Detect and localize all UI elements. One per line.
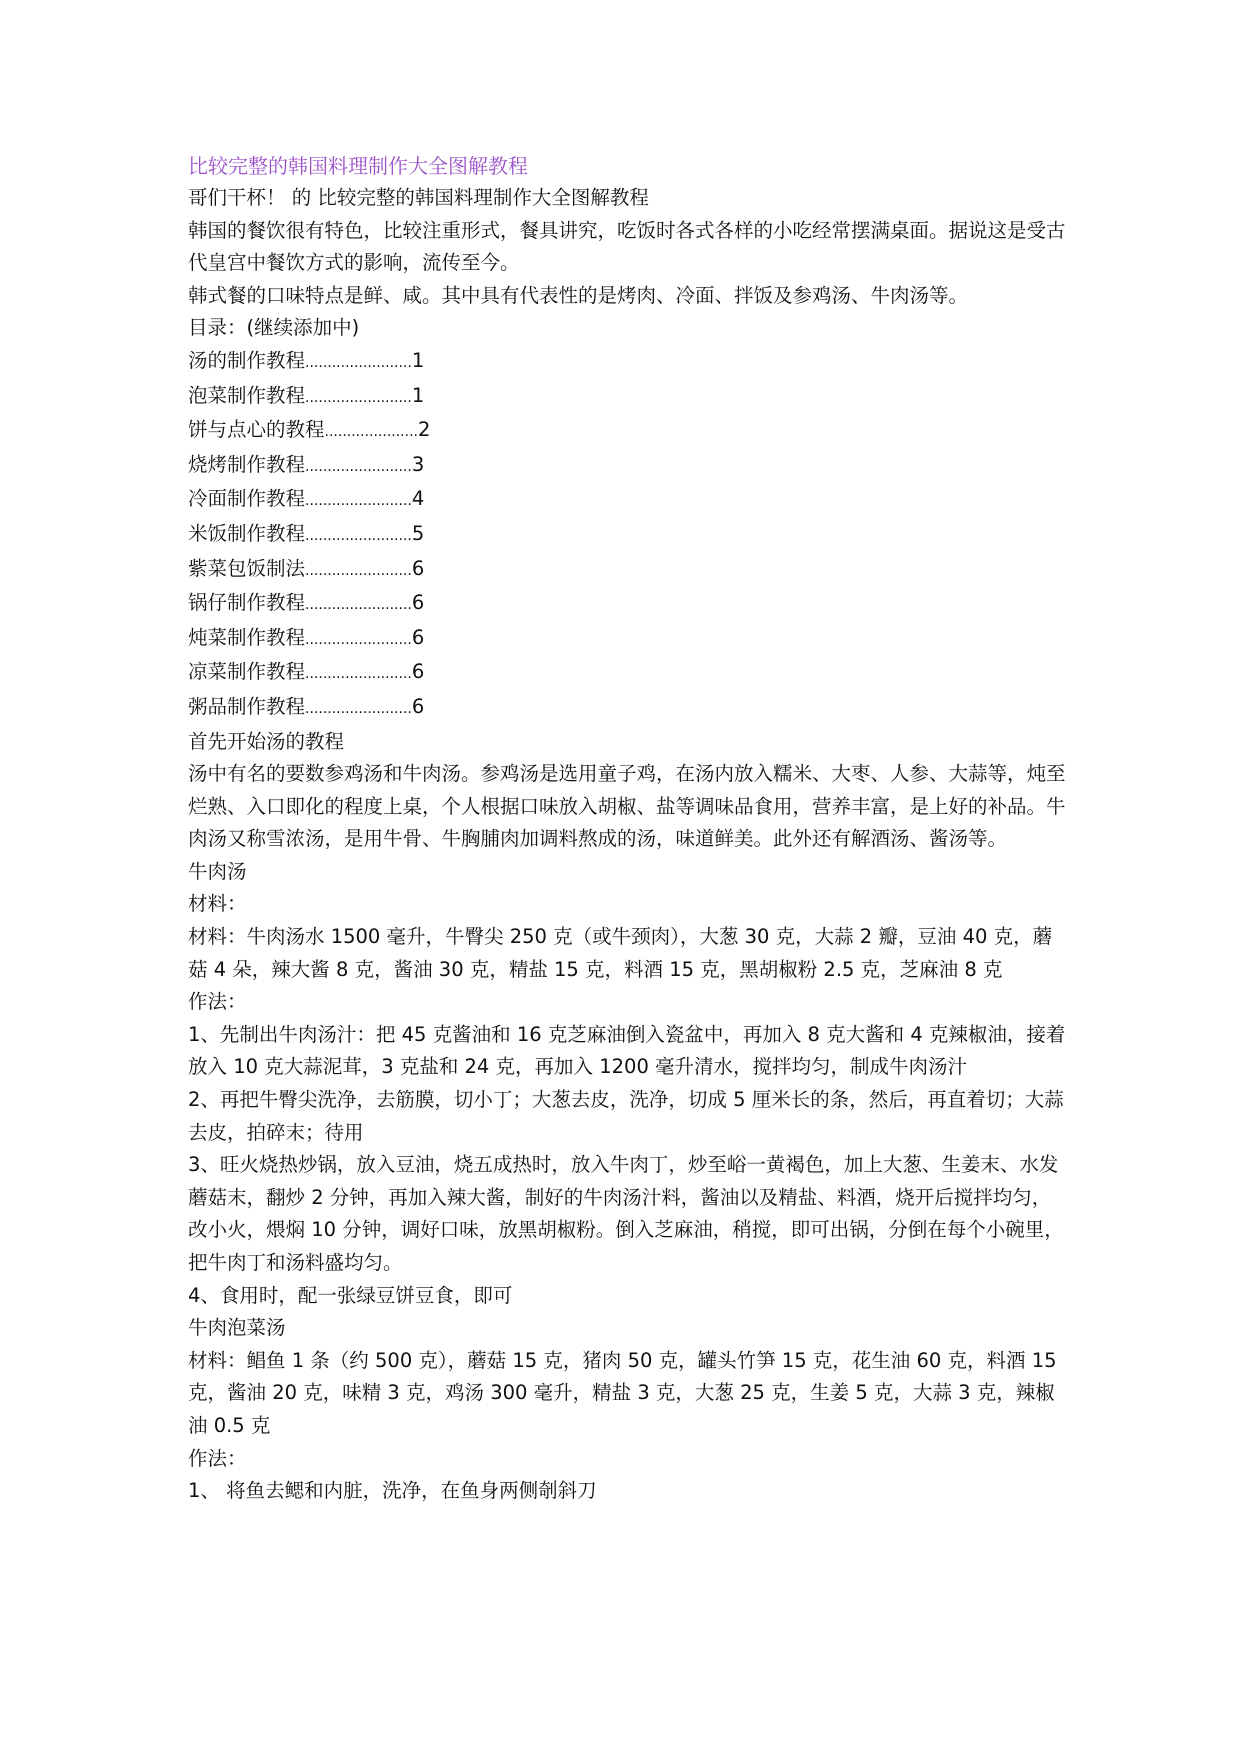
toc-item[interactable]: 汤的制作教程........................1 bbox=[188, 348, 425, 372]
recipe-title-beef-soup: 牛肉汤 bbox=[188, 859, 247, 883]
method-label: 作法： bbox=[188, 1446, 247, 1470]
beef-soup-step: 1、先制出牛肉汤汁：把 45 克酱油和 16 克芝麻油倒入瓷盆中，再加入 8 克大酱和 4 克辣椒油，接着放入 10 克大蒜泥茸，3 克盐和 24 克，再加入 1200 毫升清水，搅拌均匀，制成牛肉汤汁 bbox=[188, 1022, 1066, 1079]
toc-item[interactable]: 凉菜制作教程........................6 bbox=[188, 660, 425, 684]
method-label: 作法： bbox=[188, 990, 247, 1014]
toc-item[interactable]: 烧烤制作教程........................3 bbox=[188, 452, 425, 476]
materials-label: 材料： bbox=[188, 892, 247, 916]
kimchi-soup-step: 1、 将鱼去鳃和内脏，洗净，在鱼身两侧剞斜刀 bbox=[188, 1479, 597, 1503]
intro-paragraph-2: 韩式餐的口味特点是鲜、咸。其中具有代表性的是烤肉、冷面、拌饭及参鸡汤、牛肉汤等。 bbox=[188, 283, 969, 307]
table-of-contents bbox=[188, 345, 1068, 726]
intro-paragraph-1: 韩国的餐饮很有特色，比较注重形式，餐具讲究，吃饭时各式各样的小吃经常摆满桌面。据说这是受古代皇宫中餐饮方式的影响，流传至今。 bbox=[188, 218, 1066, 275]
toc-item[interactable]: 紫菜包饭制法........................6 bbox=[188, 556, 425, 580]
document-page bbox=[188, 150, 1068, 1508]
toc-heading: 目录：(继续添加中) bbox=[188, 316, 360, 340]
toc-item[interactable]: 冷面制作教程........................4 bbox=[188, 487, 425, 511]
beef-soup-step: 4、食用时，配一张绿豆饼豆食，即可 bbox=[188, 1283, 513, 1307]
subtitle: 哥们干杯！ 的 比较完整的韩国料理制作大全图解教程 bbox=[188, 186, 649, 209]
kimchi-soup-materials: 材料：鲳鱼 1 条（约 500 克），蘑菇 15 克，猪肉 50 克，罐头竹笋 15 克，花生油 60 克，料酒 15 克，酱油 20 克，味精 3 克，鸡汤 300 毫升，精盐 3 克，大葱 25 克，生姜 5 克，大蒜 3 克，辣椒油 0.5 克 bbox=[188, 1348, 1057, 1437]
beef-soup-step: 2、再把牛臀尖洗净，去筋膜，切小丁；大葱去皮，洗净，切成 5 厘米长的条，然后，再直着切；大蒜去皮，拍碎末；待用 bbox=[188, 1088, 1064, 1144]
toc-item[interactable]: 炖菜制作教程........................6 bbox=[188, 625, 425, 649]
recipe-title-kimchi-soup: 牛肉泡菜汤 bbox=[188, 1316, 286, 1340]
section-heading-soup: 首先开始汤的教程 bbox=[188, 729, 345, 753]
document-title: 比较完整的韩国料理制作大全图解教程 bbox=[188, 154, 528, 178]
toc-item[interactable]: 泡菜制作教程........................1 bbox=[188, 383, 425, 407]
toc-item[interactable]: 饼与点心的教程.....................2 bbox=[188, 418, 431, 442]
soup-intro-paragraph: 汤中有名的要数参鸡汤和牛肉汤。参鸡汤是选用童子鸡，在汤内放入糯米、大枣、人参、大蒜等，炖至烂熟、入口即化的程度上桌，个人根据口味放入胡椒、盐等调味品食用，营养丰富，是上好的补品。牛肉汤又称雪浓汤，是用牛骨、牛胸脯肉加调料熬成的汤，味道鲜美。此外还有解酒汤、酱汤等。 bbox=[188, 762, 1066, 851]
toc-item[interactable]: 米饭制作教程........................5 bbox=[188, 521, 425, 545]
beef-soup-materials: 材料：牛肉汤水 1500 毫升，牛臀尖 250 克（或牛颈肉），大葱 30 克，大蒜 2 瓣，豆油 40 克，蘑菇 4 朵，辣大酱 8 克，酱油 30 克，精盐 15 克，料酒 15 克，黑胡椒粉 2.5 克，芝麻油 8 克 bbox=[188, 925, 1053, 981]
toc-item[interactable]: 锅仔制作教程........................6 bbox=[188, 591, 425, 615]
beef-soup-step: 3、旺火烧热炒锅，放入豆油，烧五成热时，放入牛肉丁，炒至峪一黄褐色，加上大葱、生姜末、水发蘑菇末，翻炒 2 分钟，再加入辣大酱，制好的牛肉汤汁料，酱油以及精盐、料酒，烧开后搅拌均匀，改小火，煨焖 10 分钟，调好口味，放黑胡椒粉。倒入芝麻油，稍搅，即可出锅，分倒在每个小碗里，把牛肉丁和汤料盛均匀。 bbox=[188, 1153, 1064, 1274]
toc-item[interactable]: 粥品制作教程........................6 bbox=[188, 694, 425, 718]
